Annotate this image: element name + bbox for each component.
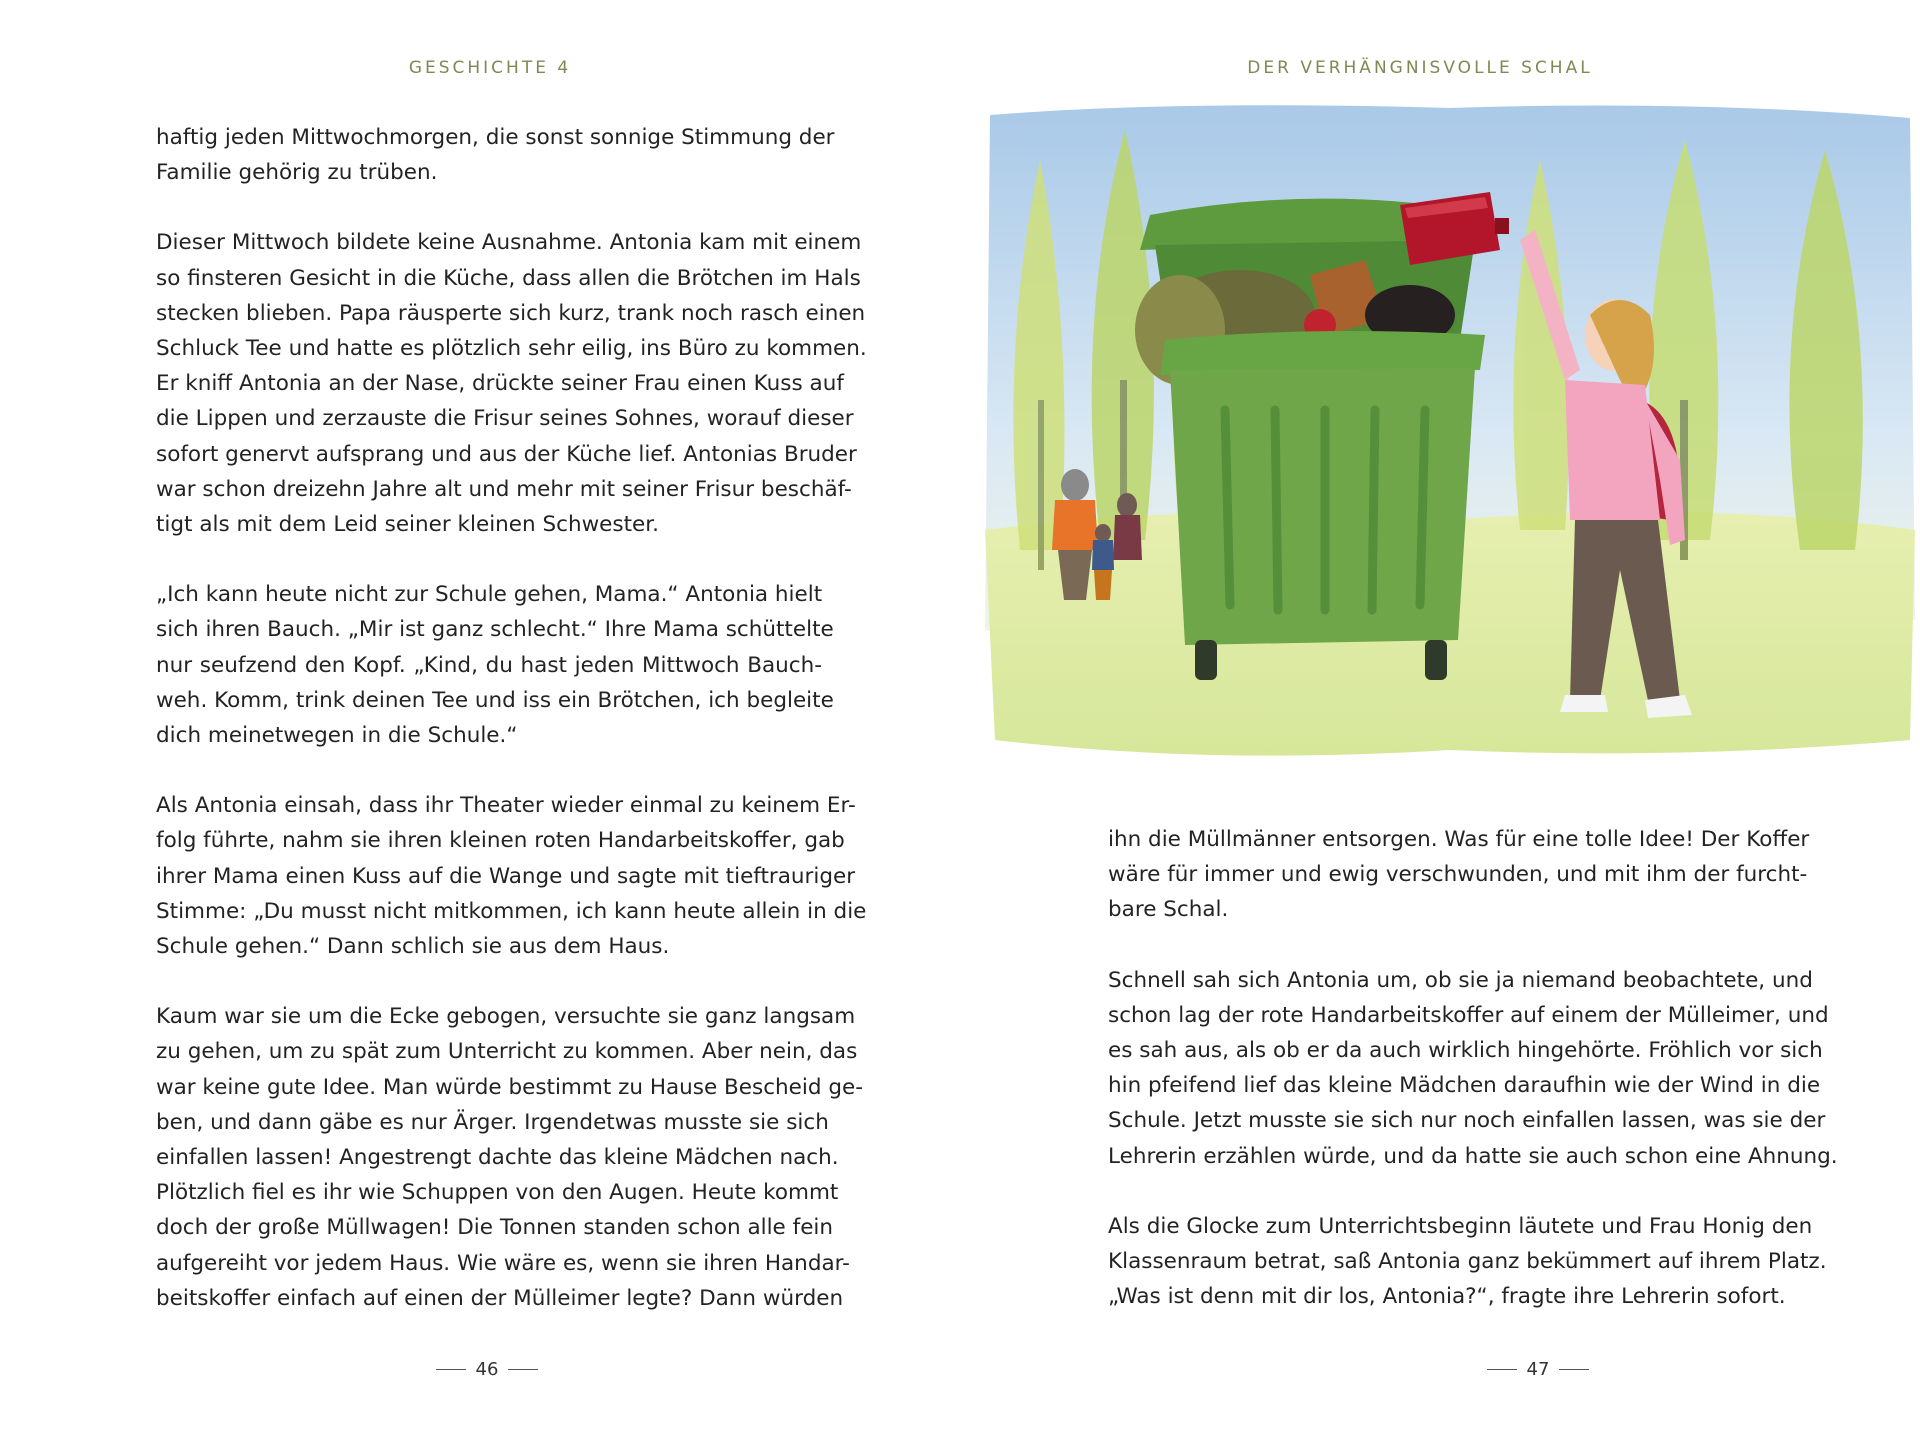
text-line: war schon dreizehn Jahre alt und mehr mit seiner Frisur beschäf-	[156, 476, 852, 502]
text-line: Schluck Tee und hatte es plötzlich sehr eilig, ins Büro zu kommen.	[156, 336, 867, 362]
text-line: Als die Glocke zum Unterrichtsbeginn läutete und Frau Honig den	[1108, 1213, 1813, 1239]
text-line: ben, und dann gäbe es nur Ärger. Irgendetwas musste sie sich	[156, 1109, 829, 1135]
running-header-left: GESCHICHTE 4	[408, 58, 572, 78]
page-number-rule	[436, 1369, 466, 1370]
text-line: Schnell sah sich Antonia um, ob sie ja niemand beobachtete, und	[1108, 967, 1813, 993]
text-line: schon lag der rote Handarbeitskoffer auf einem der Mülleimer, und	[1108, 1002, 1829, 1028]
text-line: „Ich kann heute nicht zur Schule gehen, Mama.“ Antonia hielt	[156, 582, 823, 608]
text-line: stecken blieben. Papa räusperte sich kurz, trank noch rasch einen	[156, 300, 866, 326]
text-line: die Lippen und zerzauste die Frisur seines Sohnes, worauf dieser	[156, 406, 854, 432]
page-number: 47	[1526, 1359, 1550, 1380]
text-line: nur seufzend den Kopf. „Kind, du hast jeden Mittwoch Bauch-	[156, 652, 822, 678]
page-number: 46	[475, 1359, 499, 1380]
text-line: beitskoffer einfach auf einen der Mülleimer legte? Dann würden	[156, 1285, 844, 1311]
left-text-block	[156, 120, 867, 1351]
text-line: so finsteren Gesicht in die Küche, dass allen die Brötchen im Hals	[156, 265, 861, 291]
text-line: hin pfeifend lief das kleine Mädchen daraufhin wie der Wind in die	[1108, 1073, 1821, 1099]
page-number-rule	[1487, 1369, 1517, 1370]
paragraph	[1108, 822, 1810, 928]
text-line: Schule. Jetzt musste sie sich nur noch einfallen lassen, was sie der	[1108, 1108, 1826, 1134]
page-number-rule	[1559, 1369, 1589, 1370]
text-line: Kaum war sie um die Ecke gebogen, versuchte sie ganz langsam	[156, 1004, 856, 1030]
text-line: Schule gehen.“ Dann schlich sie aus dem Haus.	[156, 934, 670, 960]
text-line: wäre für immer und ewig verschwunden, und mit ihm der furcht-	[1108, 862, 1808, 888]
text-line: es sah aus, als ob er da auch wirklich hingehörte. Fröhlich vor sich	[1108, 1038, 1823, 1064]
page-number-rule	[508, 1369, 538, 1370]
text-line: aufgereiht vor jedem Haus. Wie wäre es, wenn sie ihren Handar-	[156, 1250, 850, 1276]
text-line: Klassenraum betrat, saß Antonia ganz bekümmert auf ihrem Platz.	[1108, 1249, 1827, 1275]
text-line: zu gehen, um zu spät zum Unterricht zu kommen. Aber nein, das	[156, 1039, 858, 1065]
watercolor-illustration	[980, 100, 1920, 760]
text-line: Lehrerin erzählen würde, und da hatte sie auch schon eine Ahnung.	[1108, 1143, 1838, 1169]
green-bin	[1135, 199, 1485, 680]
text-line: bare Schal.	[1108, 897, 1229, 923]
paragraph	[156, 999, 864, 1316]
text-line: Er kniff Antonia an der Nase, drückte seiner Frau einen Kuss auf	[156, 371, 844, 397]
illustration-girl-at-bin	[980, 100, 1920, 760]
text-line: dich meinetwegen in die Schule.“	[156, 723, 518, 749]
text-line: Als Antonia einsah, dass ihr Theater wieder einmal zu keinem Er-	[156, 793, 856, 819]
text-line: sich ihren Bauch. „Mir ist ganz schlecht.“ Ihre Mama schüttelte	[156, 617, 834, 643]
text-line: „Was ist denn mit dir los, Antonia?“, fragte ihre Lehrerin sofort.	[1108, 1284, 1786, 1310]
page-number-left	[387, 1359, 587, 1380]
text-line: war keine gute Idee. Man würde bestimmt zu Hause Bescheid ge-	[156, 1074, 864, 1100]
text-line: doch der große Müllwagen! Die Tonnen standen schon alle fein	[156, 1215, 834, 1241]
text-line: weh. Komm, trink deinen Tee und iss ein Brötchen, ich begleite	[156, 687, 834, 713]
text-line: tigt als mit dem Leid seiner kleinen Schwester.	[156, 512, 659, 538]
text-line: Dieser Mittwoch bildete keine Ausnahme. Antonia kam mit einem	[156, 230, 862, 256]
paragraph	[156, 120, 835, 190]
paragraph	[1108, 1209, 1827, 1315]
text-line: folg führte, nahm sie ihren kleinen roten Handarbeitskoffer, gab	[156, 828, 845, 854]
paragraph	[156, 225, 867, 542]
text-line: einfallen lassen! Angestrengt dachte das kleine Mädchen nach.	[156, 1145, 839, 1171]
text-line: haftig jeden Mittwochmorgen, die sonst sonnige Stimmung der	[156, 125, 835, 150]
text-line: ihrer Mama einen Kuss auf die Wange und sagte mit tieftrauriger	[156, 863, 856, 889]
paragraph	[1108, 963, 1838, 1174]
text-line: sofort genervt aufsprang und aus der Küche lief. Antonias Bruder	[156, 441, 857, 467]
running-header-right: DER VERHÄNGNISVOLLE SCHAL	[1247, 58, 1593, 78]
right-text-block	[1108, 822, 1838, 1349]
right-page	[960, 0, 1920, 1440]
text-line: Plötzlich fiel es ihr wie Schuppen von den Augen. Heute kommt	[156, 1180, 839, 1206]
page-number-right	[1438, 1359, 1638, 1380]
paragraph	[156, 577, 834, 753]
text-line: ihn die Müllmänner entsorgen. Was für eine tolle Idee! Der Koffer	[1108, 827, 1810, 852]
text-line: Stimme: „Du musst nicht mitkommen, ich kann heute allein in die	[156, 898, 867, 924]
text-line: Familie gehörig zu trüben.	[156, 160, 438, 186]
paragraph	[156, 788, 867, 964]
